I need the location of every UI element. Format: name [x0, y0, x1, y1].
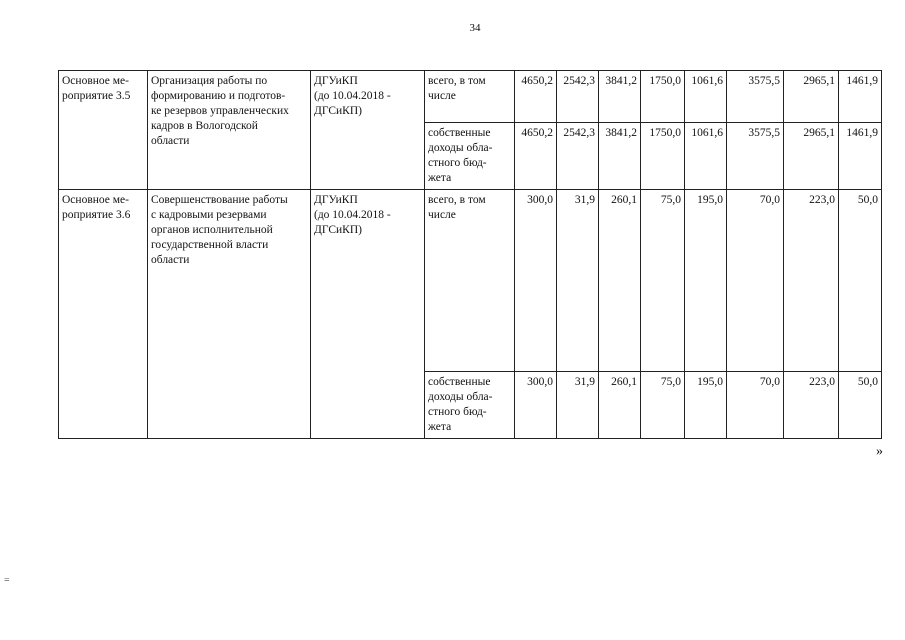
- budget-table: [58, 70, 882, 439]
- funding-source-cell: собственные доходы обла- стного бюд- жета: [425, 372, 515, 439]
- amount-cell: 1750,0: [641, 123, 685, 190]
- amount-cell: 1061,6: [685, 123, 727, 190]
- amount-cell: 75,0: [641, 372, 685, 439]
- funding-source-cell: собственные доходы обла- стного бюд- жета: [425, 123, 515, 190]
- executor-cell: ДГУиКП (до 10.04.2018 - ДГСиКП): [311, 71, 425, 190]
- amount-cell: 70,0: [727, 372, 784, 439]
- amount-cell: 2965,1: [784, 123, 839, 190]
- amount-cell: 260,1: [599, 372, 641, 439]
- amount-cell: 2542,3: [557, 71, 599, 123]
- amount-cell: 3575,5: [727, 71, 784, 123]
- amount-cell: 3841,2: [599, 123, 641, 190]
- amount-cell: 4650,2: [515, 71, 557, 123]
- amount-cell: 1061,6: [685, 71, 727, 123]
- amount-cell: 1461,9: [839, 71, 882, 123]
- amount-cell: 2965,1: [784, 71, 839, 123]
- amount-cell: 31,9: [557, 190, 599, 372]
- amount-cell: 50,0: [839, 372, 882, 439]
- event-title-cell: Совершенствование работы с кадровыми резервами органов исполнительной государственной власти области: [148, 190, 311, 439]
- amount-cell: 300,0: [515, 190, 557, 372]
- closing-quote: »: [876, 444, 883, 459]
- table-row: [59, 190, 882, 372]
- amount-cell: 223,0: [784, 190, 839, 372]
- amount-cell: 4650,2: [515, 123, 557, 190]
- amount-cell: 3841,2: [599, 71, 641, 123]
- funding-source-cell: всего, в том числе: [425, 190, 515, 372]
- amount-cell: 31,9: [557, 372, 599, 439]
- margin-mark: =: [4, 575, 10, 586]
- amount-cell: 2542,3: [557, 123, 599, 190]
- amount-cell: 195,0: [685, 372, 727, 439]
- amount-cell: 1750,0: [641, 71, 685, 123]
- amount-cell: 1461,9: [839, 123, 882, 190]
- executor-cell: ДГУиКП (до 10.04.2018 - ДГСиКП): [311, 190, 425, 439]
- amount-cell: 260,1: [599, 190, 641, 372]
- amount-cell: 3575,5: [727, 123, 784, 190]
- amount-cell: 70,0: [727, 190, 784, 372]
- funding-source-cell: всего, в том числе: [425, 71, 515, 123]
- amount-cell: 300,0: [515, 372, 557, 439]
- amount-cell: 75,0: [641, 190, 685, 372]
- amount-cell: 195,0: [685, 190, 727, 372]
- event-title-cell: Организация работы по формированию и подготов- ке резервов управленческих кадров в Вологодской области: [148, 71, 311, 190]
- amount-cell: 223,0: [784, 372, 839, 439]
- table-row: [59, 71, 882, 123]
- event-code-cell: Основное ме- роприятие 3.5: [59, 71, 148, 190]
- event-code-cell: Основное ме- роприятие 3.6: [59, 190, 148, 439]
- page-number: 34: [469, 22, 481, 34]
- amount-cell: 50,0: [839, 190, 882, 372]
